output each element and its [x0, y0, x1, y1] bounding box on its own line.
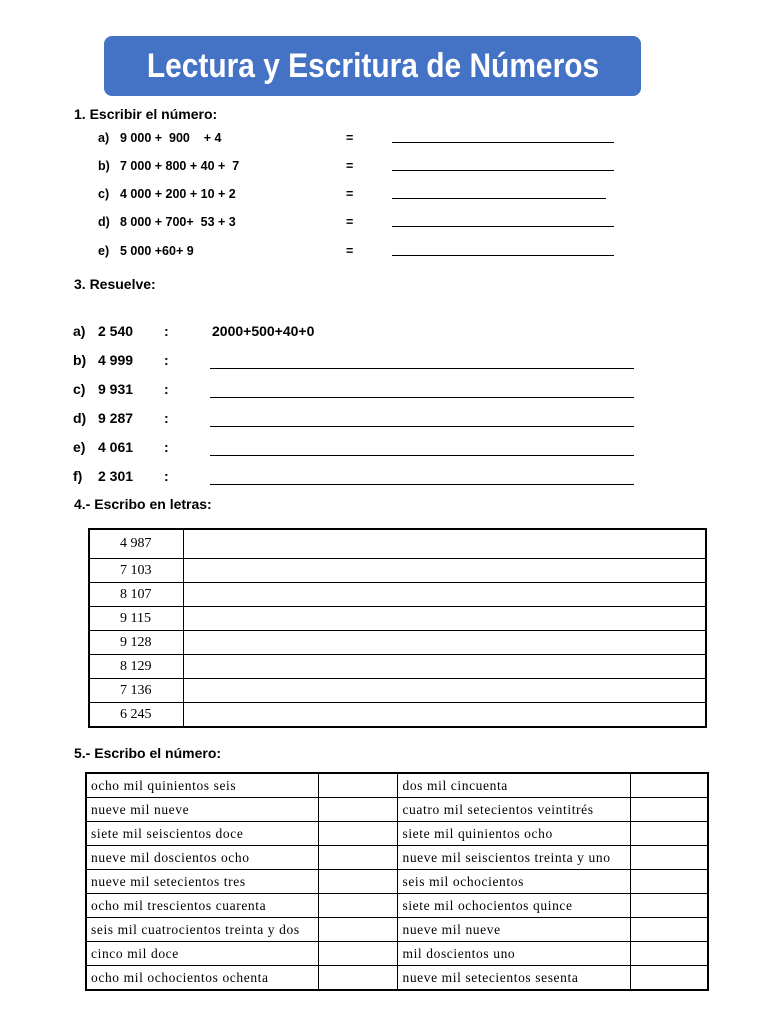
colon: : — [164, 352, 169, 368]
number-cell: 7 136 — [89, 679, 183, 703]
words-answer-cell[interactable] — [183, 607, 706, 631]
exercise-3-row — [73, 439, 643, 459]
number-value: 9 931 — [98, 381, 134, 397]
number-answer-cell[interactable] — [319, 942, 398, 966]
answer-line[interactable] — [210, 368, 634, 369]
number-table — [85, 772, 709, 991]
answer-line[interactable] — [210, 484, 634, 485]
number-answer-cell[interactable] — [319, 846, 398, 870]
exercise-3-row — [73, 323, 643, 343]
title-banner — [104, 36, 641, 96]
sum-expression: 8 000 + 700+ 53 + 3 — [120, 215, 236, 229]
item-label: a) — [98, 131, 110, 145]
number-cell: 8 107 — [89, 583, 183, 607]
number-value: 2 540 — [98, 323, 134, 339]
example-answer: 2000+500+40+0 — [212, 323, 315, 339]
words-answer-cell[interactable] — [183, 679, 706, 703]
answer-blank[interactable] — [392, 170, 614, 171]
words-answer-cell[interactable] — [183, 559, 706, 583]
sum-expression: 5 000 +60+ 9 — [120, 244, 194, 258]
answer-blank[interactable] — [392, 255, 614, 256]
number-answer-cell[interactable] — [630, 822, 708, 846]
section-5-heading: 5.- Escribo el número: — [74, 745, 222, 761]
table-row — [86, 942, 708, 966]
number-cell: 4 987 — [89, 529, 183, 559]
answer-line[interactable] — [210, 426, 634, 427]
words-cell: mil doscientos uno — [398, 942, 630, 966]
words-cell: ocho mil quinientos seis — [86, 773, 319, 798]
item-label: c) — [73, 381, 86, 397]
number-value: 4 061 — [98, 439, 134, 455]
table-row — [89, 679, 706, 703]
number-answer-cell[interactable] — [319, 822, 398, 846]
words-cell: seis mil ochocientos — [398, 870, 630, 894]
equals-sign: = — [346, 187, 354, 201]
number-cell: 9 115 — [89, 607, 183, 631]
item-label: f) — [73, 468, 83, 484]
number-answer-cell[interactable] — [630, 846, 708, 870]
exercise-1-row — [98, 215, 628, 233]
number-cell: 9 128 — [89, 631, 183, 655]
number-answer-cell[interactable] — [630, 870, 708, 894]
number-answer-cell[interactable] — [630, 918, 708, 942]
words-cell: nueve mil nueve — [398, 918, 630, 942]
section-1-heading: 1. Escribir el número: — [74, 106, 218, 122]
exercise-1-row — [98, 244, 628, 262]
words-answer-cell[interactable] — [183, 529, 706, 559]
words-answer-cell[interactable] — [183, 703, 706, 728]
table-row — [86, 894, 708, 918]
exercise-3-row — [73, 410, 643, 430]
table-row — [89, 583, 706, 607]
colon: : — [164, 468, 169, 484]
sum-expression: 9 000 + 900 + 4 — [120, 131, 222, 145]
table-row — [86, 918, 708, 942]
table-row — [89, 631, 706, 655]
answer-blank[interactable] — [392, 226, 614, 227]
number-answer-cell[interactable] — [319, 966, 398, 991]
colon: : — [164, 323, 169, 339]
table-row — [89, 607, 706, 631]
item-label: d) — [98, 215, 110, 229]
item-label: b) — [73, 352, 87, 368]
number-answer-cell[interactable] — [319, 798, 398, 822]
colon: : — [164, 381, 169, 397]
exercise-3-row — [73, 352, 643, 372]
number-value: 4 999 — [98, 352, 134, 368]
words-answer-cell[interactable] — [183, 583, 706, 607]
words-cell: nueve mil seiscientos treinta y uno — [398, 846, 630, 870]
words-cell: ocho mil ochocientos ochenta — [86, 966, 319, 991]
number-value: 2 301 — [98, 468, 134, 484]
answer-line[interactable] — [210, 455, 634, 456]
sum-expression: 4 000 + 200 + 10 + 2 — [120, 187, 236, 201]
number-answer-cell[interactable] — [630, 773, 708, 798]
words-cell: siete mil seiscientos doce — [86, 822, 319, 846]
words-cell: nueve mil nueve — [86, 798, 319, 822]
item-label: e) — [73, 439, 86, 455]
table-row — [89, 529, 706, 559]
colon: : — [164, 410, 169, 426]
table-row — [86, 798, 708, 822]
number-answer-cell[interactable] — [630, 942, 708, 966]
exercise-1-row — [98, 131, 628, 149]
answer-line[interactable] — [210, 397, 634, 398]
equals-sign: = — [346, 159, 354, 173]
words-cell: nueve mil setecientos sesenta — [398, 966, 630, 991]
equals-sign: = — [346, 131, 354, 145]
number-cell: 8 129 — [89, 655, 183, 679]
number-answer-cell[interactable] — [319, 918, 398, 942]
words-cell: cuatro mil setecientos veintitrés — [398, 798, 630, 822]
exercise-1-row — [98, 187, 628, 205]
equals-sign: = — [346, 244, 354, 258]
number-answer-cell[interactable] — [630, 798, 708, 822]
section-3-heading: 3. Resuelve: — [74, 276, 156, 292]
answer-blank[interactable] — [392, 142, 614, 143]
answer-blank[interactable] — [392, 198, 606, 199]
words-cell: cinco mil doce — [86, 942, 319, 966]
words-cell: ocho mil trescientos cuarenta — [86, 894, 319, 918]
table-row — [86, 822, 708, 846]
number-answer-cell[interactable] — [319, 894, 398, 918]
table-row — [86, 870, 708, 894]
words-cell: seis mil cuatrocientos treinta y dos — [86, 918, 319, 942]
equals-sign: = — [346, 215, 354, 229]
number-answer-cell[interactable] — [630, 894, 708, 918]
table-row — [86, 966, 708, 991]
item-label: c) — [98, 187, 110, 201]
words-cell: dos mil cincuenta — [398, 773, 630, 798]
exercise-1-row — [98, 159, 628, 177]
words-cell: siete mil ochocientos quince — [398, 894, 630, 918]
number-answer-cell[interactable] — [630, 966, 708, 991]
item-label: b) — [98, 159, 110, 173]
letters-table — [88, 528, 707, 728]
sum-expression: 7 000 + 800 + 40 + 7 — [120, 159, 240, 173]
table-row — [89, 559, 706, 583]
words-answer-cell[interactable] — [183, 631, 706, 655]
exercise-3-row — [73, 381, 643, 401]
section-4-heading: 4.- Escribo en letras: — [74, 496, 212, 512]
number-cell: 6 245 — [89, 703, 183, 728]
table-row — [89, 703, 706, 728]
item-label: a) — [73, 323, 86, 339]
page-title: Lectura y Escritura de Números — [146, 46, 599, 85]
number-answer-cell[interactable] — [319, 773, 398, 798]
colon: : — [164, 439, 169, 455]
table-row — [86, 773, 708, 798]
words-cell: nueve mil doscientos ocho — [86, 846, 319, 870]
words-cell: nueve mil setecientos tres — [86, 870, 319, 894]
number-cell: 7 103 — [89, 559, 183, 583]
words-answer-cell[interactable] — [183, 655, 706, 679]
table-row — [86, 846, 708, 870]
number-value: 9 287 — [98, 410, 134, 426]
number-answer-cell[interactable] — [319, 870, 398, 894]
words-cell: siete mil quinientos ocho — [398, 822, 630, 846]
item-label: e) — [98, 244, 110, 258]
item-label: d) — [73, 410, 87, 426]
table-row — [89, 655, 706, 679]
exercise-3-row — [73, 468, 643, 488]
